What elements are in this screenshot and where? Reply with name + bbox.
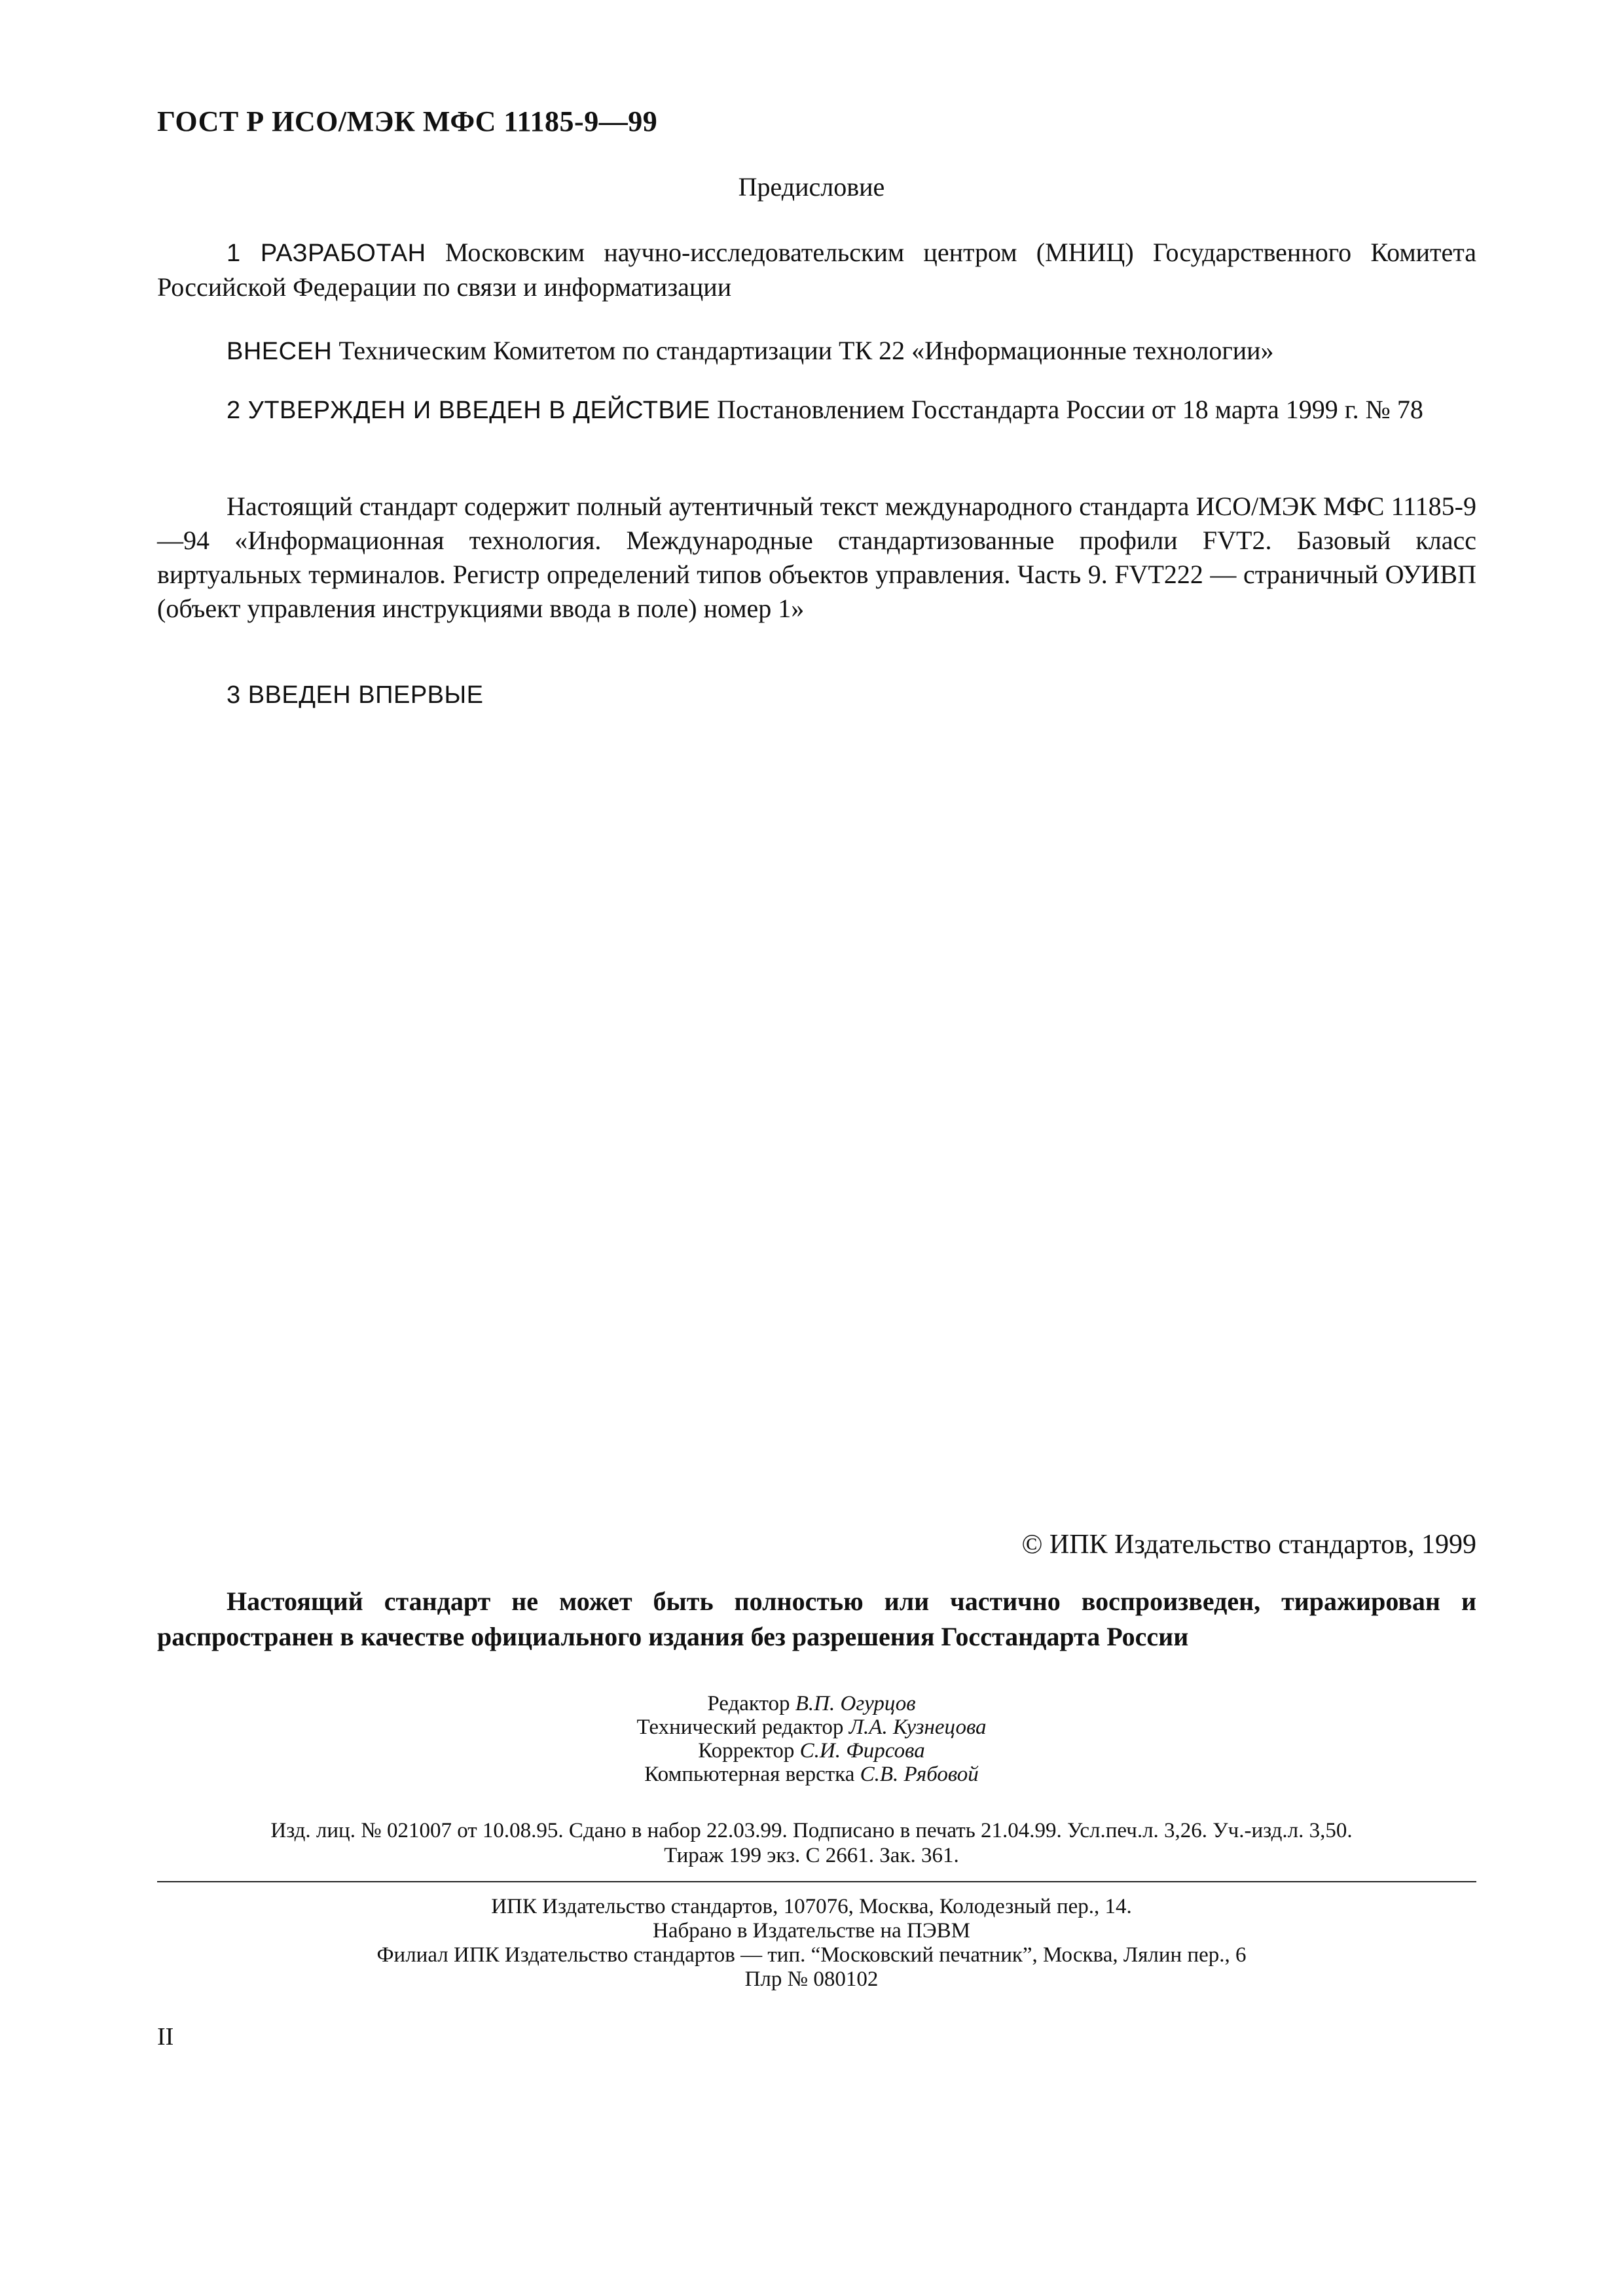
printing-info-line-1: ИПК Издательство стандартов, 107076, Москва, Колодезный пер., 14.	[491, 1895, 1132, 1918]
printing-info-line-3: Филиал ИПК Издательство стандартов — тип. “Московский печатник”, Москва, Лялин пер., 6	[376, 1943, 1247, 1967]
divider-rule	[157, 1881, 1476, 1882]
paragraph-2-lead: ВНЕСЕН	[227, 338, 333, 365]
page-number: II	[157, 2023, 174, 2051]
foreword-paragraph-5	[157, 677, 1476, 712]
credit-editor: Редактор В.П. Огурцов	[707, 1692, 916, 1715]
publication-info	[0, 1818, 1623, 1868]
printing-info	[0, 1895, 1623, 1992]
credits-block	[0, 1692, 1623, 1786]
foreword-paragraph-3	[157, 393, 1476, 427]
paragraph-3-text: Постановлением Госстандарта России от 18 марта 1999 г. № 78	[710, 395, 1423, 424]
printing-info-line-2: Набрано в Издательстве на ПЭВМ	[653, 1919, 970, 1943]
foreword-paragraph-2	[157, 334, 1476, 368]
document-header: ГОСТ Р ИСО/МЭК МФС 11185-9—99	[157, 105, 658, 137]
paragraph-1-lead: 1 РАЗРАБОТАН	[227, 240, 426, 267]
reproduction-notice: Настоящий стандарт не может быть полностью или частично воспроизведен, тиражирован и распространен в качестве официального издания без разрешения Госстандарта России	[157, 1587, 1476, 1651]
paragraph-1-text: Московским научно-исследовательским центром (МНИЦ) Государственного Комитета Российской Федерации по связи и информатизации	[157, 238, 1477, 302]
foreword-paragraph-1	[157, 236, 1476, 304]
credit-tech-editor: Технический редактор Л.А. Кузнецова	[636, 1715, 987, 1739]
paragraph-2-text: Техническим Комитетом по стандартизации ТК 22 «Информационные технологии»	[332, 336, 1274, 365]
publication-info-line-1: Изд. лиц. № 021007 от 10.08.95. Сдано в набор 22.03.99. Подписано в печать 21.04.99. Усл.печ.л. 3,26. Уч.-изд.л. 3,50.	[270, 1819, 1353, 1842]
foreword-title: Предисловие	[738, 172, 885, 202]
paragraph-5-lead: 3 ВВЕДЕН ВПЕРВЫЕ	[227, 681, 484, 709]
publication-info-line-2: Тираж 199 экз. С 2661. Зак. 361.	[664, 1844, 959, 1867]
foreword-paragraph-4: Настоящий стандарт содержит полный аутентичный текст международного стандарта ИСО/МЭК МФС 11185-9—94 «Информационная технология. Международные стандартизованные профили FVT2. Базовый класс виртуальных терминалов. Регистр определений типов объектов управления. Часть 9. FVT222 — страничный ОУИВП (объект управления инструкциями ввода в поле) номер 1»	[157, 492, 1476, 623]
credit-layout: Компьютерная верстка С.В. Рябовой	[644, 1763, 979, 1786]
copyright-line: © ИПК Издательство стандартов, 1999	[1021, 1530, 1476, 1560]
printing-info-line-4: Плр № 080102	[744, 1967, 879, 1991]
paragraph-3-lead: 2 УТВЕРЖДЕН И ВВЕДЕН В ДЕЙСТВИЕ	[227, 397, 711, 424]
credit-corrector: Корректор С.И. Фирсова	[698, 1739, 925, 1763]
